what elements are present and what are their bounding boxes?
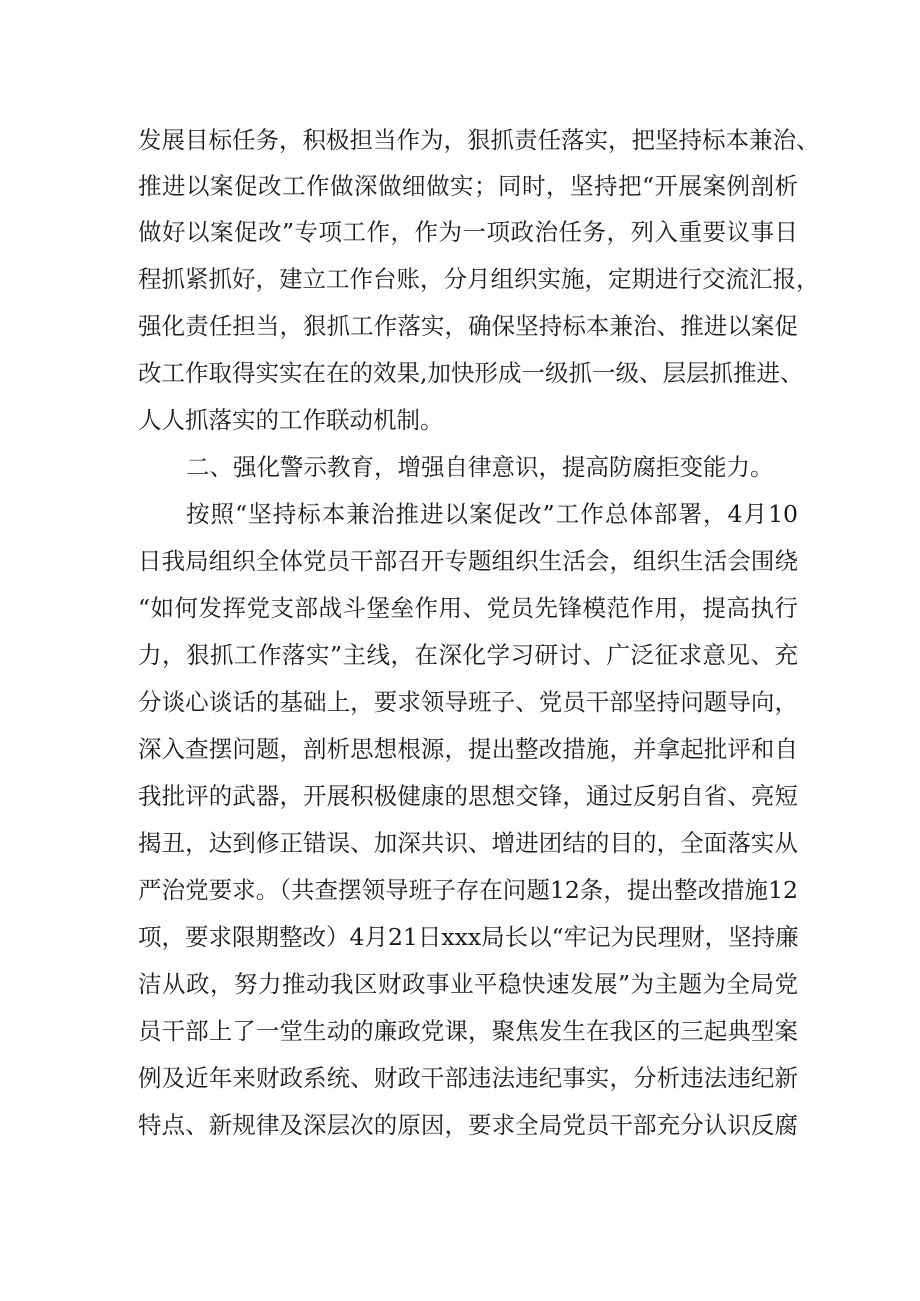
text-line: 做好以案促改”专项工作，作为一项政治任务，列入重要议事日 xyxy=(138,218,798,246)
text-line: 强化责任担当，狠抓工作落实，确保坚持标本兼治、推进以案促 xyxy=(138,312,798,340)
text-line: 例及近年来财政系统、财政干部违法违纪事实，分析违法违纪新 xyxy=(138,1064,798,1092)
text-line: “如何发挥党支部战斗堡垒作用、党员先锋模范作用，提高执行 xyxy=(138,594,798,622)
text-line: 洁从政，努力推动我区财政事业平稳快速发展”为主题为全局党 xyxy=(138,970,798,998)
text-line: 按照“坚持标本兼治推进以案促改”工作总体部署，4月10 xyxy=(186,500,798,528)
text-line: 发展目标任务，积极担当作为，狠抓责任落实，把坚持标本兼治、 xyxy=(138,126,820,154)
text-line: 程抓紧抓好，建立工作台账，分月组织实施，定期进行交流汇报， xyxy=(138,265,820,293)
text-line: 员干部上了一堂生动的廉政党课，聚焦发生在我区的三起典型案 xyxy=(138,1017,798,1045)
text-line: 推进以案促改工作做深做细做实；同时，坚持把“开展案例剖析 xyxy=(138,172,798,200)
text-line: 严治党要求。（共查摆领导班子存在问题12条，提出整改措施12 xyxy=(138,876,798,904)
text-line: 深入查摆问题，剖析思想根源，提出整改措施，并拿起批评和自 xyxy=(138,735,798,763)
text-line: 项，要求限期整改）4月21日xxx局长以“牢记为民理财，坚持廉 xyxy=(138,923,799,951)
text-line: 力，狠抓工作落实”主线，在深化学习研讨、广泛征求意见、充 xyxy=(138,641,798,669)
text-line: 我批评的武器，开展积极健康的思想交锋，通过反躬自省、亮短 xyxy=(138,782,798,810)
text-line: 日我局组织全体党员干部召开专题组织生活会，组织生活会围绕 xyxy=(138,547,798,575)
text-line: 分谈心谈话的基础上，要求领导班子、党员干部坚持问题导向， xyxy=(138,688,798,716)
section-heading: 二、强化警示教育，增强自律意识，提高防腐拒变能力。 xyxy=(186,453,774,481)
text-line: 人人抓落实的工作联动机制。 xyxy=(138,406,444,434)
text-line: 揭丑，达到修正错误、加深共识、增进团结的目的，全面落实从 xyxy=(138,829,798,857)
text-line: 改工作取得实实在在的效果,加快形成一级抓一级、层层抓推进、 xyxy=(138,359,804,387)
text-line: 特点、新规律及深层次的原因，要求全局党员干部充分认识反腐 xyxy=(138,1111,798,1139)
